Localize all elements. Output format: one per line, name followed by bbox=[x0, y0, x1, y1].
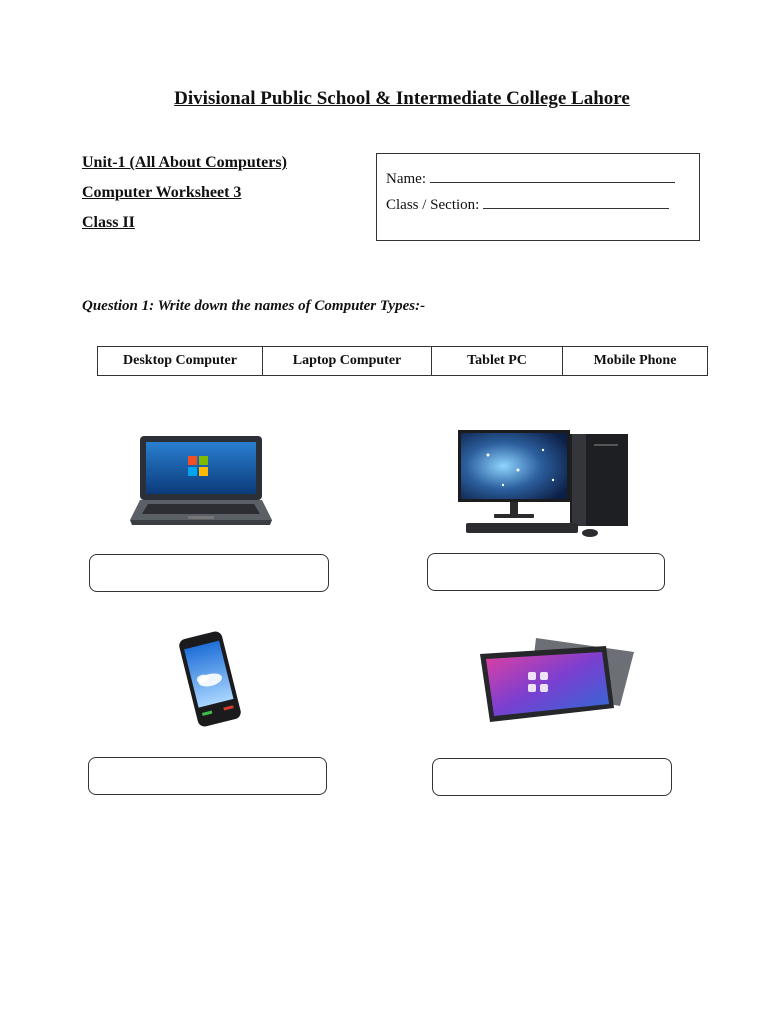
mobile-phone-picture bbox=[170, 630, 250, 733]
word-bank-table bbox=[97, 346, 708, 376]
name-label: Name: bbox=[386, 171, 426, 187]
answer-box-desktop[interactable] bbox=[427, 553, 665, 591]
answer-box-mobile[interactable] bbox=[88, 757, 327, 795]
worksheet-title: Computer Worksheet 3 bbox=[82, 184, 242, 201]
question-1: Question 1: Write down the names of Computer Types:- bbox=[82, 298, 426, 314]
unit-title: Unit-1 (All About Computers) bbox=[82, 154, 287, 171]
school-title: Divisional Public School & Intermediate College Lahore bbox=[174, 88, 630, 109]
desktop-picture bbox=[458, 430, 630, 543]
class-title: Class II bbox=[82, 214, 135, 231]
answer-box-laptop[interactable] bbox=[89, 554, 329, 592]
class-section-row bbox=[386, 196, 669, 214]
answer-box-tablet[interactable] bbox=[432, 758, 672, 796]
name-field[interactable] bbox=[430, 170, 675, 183]
class-section-field[interactable] bbox=[483, 196, 669, 209]
laptop-icon bbox=[128, 434, 274, 528]
name-row bbox=[386, 170, 675, 188]
word-bank-cell: Tablet PC bbox=[432, 347, 563, 376]
tablet-icon bbox=[470, 634, 638, 726]
tablet-picture bbox=[470, 634, 638, 731]
word-bank-cell: Mobile Phone bbox=[563, 347, 708, 376]
desktop-computer-icon bbox=[458, 430, 630, 538]
mobile-phone-icon bbox=[170, 630, 250, 728]
class-section-label: Class / Section: bbox=[386, 197, 480, 213]
word-bank-cell: Desktop Computer bbox=[98, 347, 263, 376]
word-bank-cell: Laptop Computer bbox=[263, 347, 432, 376]
student-info-box bbox=[376, 153, 700, 241]
worksheet-info bbox=[82, 152, 287, 242]
laptop-picture bbox=[128, 434, 274, 533]
